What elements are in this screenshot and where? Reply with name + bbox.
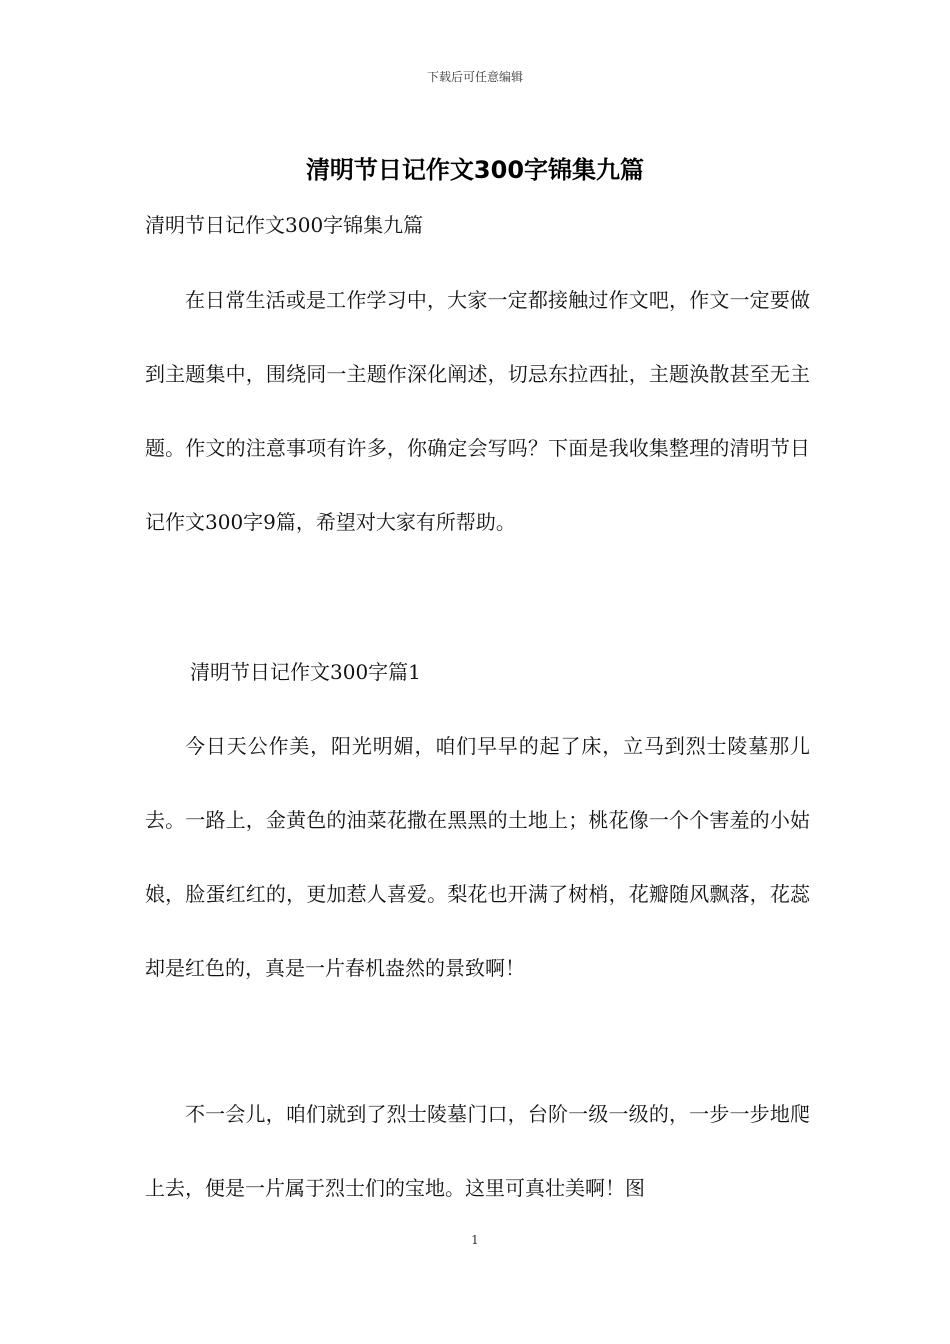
document-subtitle: 清明节日记作文300字锦集九篇 [145,213,424,237]
body-paragraph-2: 不一会儿，咱们就到了烈士陵墓门口，台阶一级一级的，一步一步地爬上去，便是一片属于烈士们的宝地。这里可真壮美啊！图 [145,1102,810,1200]
page-number: 1 [471,1233,479,1247]
body-paragraph-1: 今日天公作美，阳光明媚，咱们早早的起了床，立马到烈士陵墓那儿去。一路上，金黄色的油菜花撒在黑黑的土地上；桃花像一个个害羞的小姑娘，脸蛋红红的，更加惹人喜爱。梨花也开满了树梢，花瓣随风飘落，花蕊却是红色的，真是一片春机盎然的景致啊！ [145,734,810,980]
document-title: 清明节日记作文300字锦集九篇 [305,156,645,184]
body-paragraph-2-container [145,1077,810,1225]
header-note: 下载后可任意编辑 [426,70,523,84]
section-heading: 清明节日记作文300字篇1 [190,660,421,684]
intro-paragraph: 在日常生活或是工作学习中，大家一定都接触过作文吧，作文一定要做到主题集中，围绕同一主题作深化阐述，切忌东拉西扯，主题涣散甚至无主题。作文的注意事项有许多，你确定会写吗？下面是我收集整理的清明节日记作文300字9篇，希望对大家有所帮助。 [145,288,810,534]
